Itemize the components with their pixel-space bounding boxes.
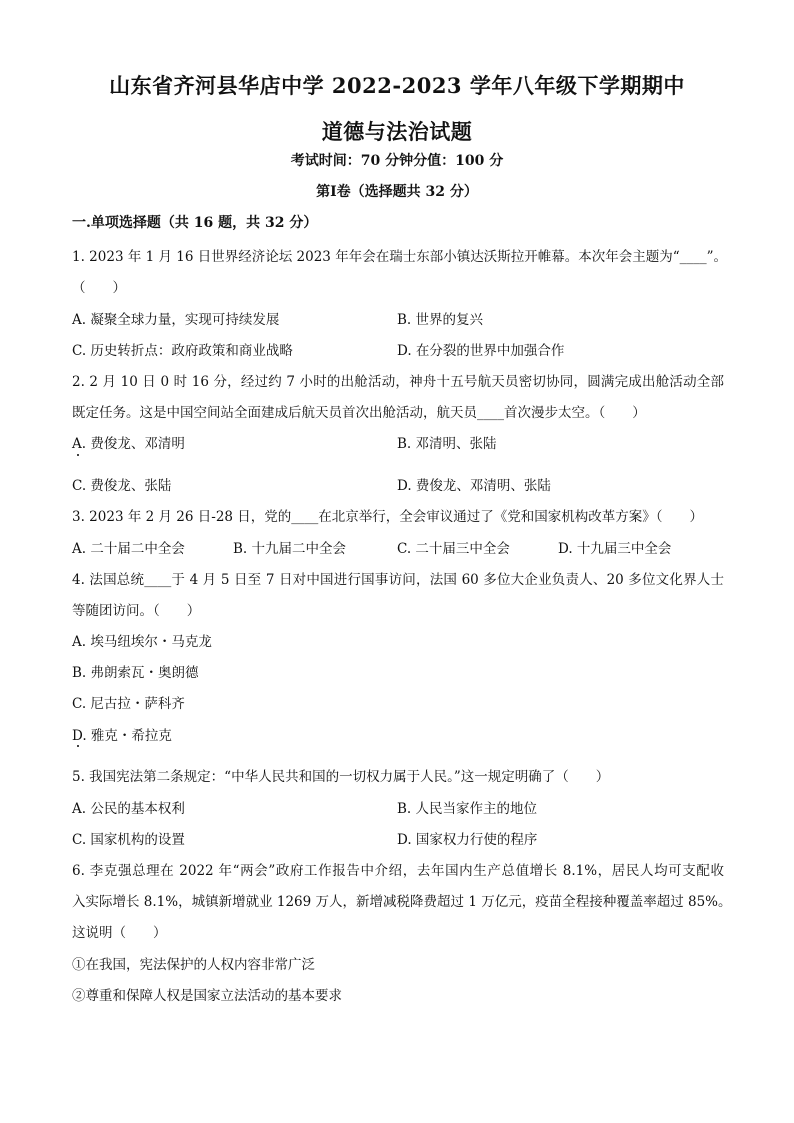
- question-2-option-a: A. 费俊龙、邓清明: [72, 436, 185, 452]
- question-5-option-d: D. 国家权力行使的程序: [397, 832, 538, 848]
- question-4-option-b: B. 弗朗索瓦・奥朗德: [72, 665, 199, 681]
- question-2-option-b: B. 邓清明、张陆: [397, 436, 497, 452]
- question-1-option-d: D. 在分裂的世界中加强合作: [397, 343, 565, 359]
- question-3-option-d: D. 十九届三中全会: [558, 541, 672, 557]
- question-5-option-b: B. 人民当家作主的地位: [397, 801, 538, 817]
- exam-title-line1: 山东省齐河县华店中学 2022-2023 学年八年级下学期期中: [109, 73, 685, 98]
- question-1-bracket: （ ）: [72, 280, 126, 296]
- question-6-text-line2: 入实际增长 8.1%，城镇新增就业 1269 万人，新增减税降费超过 1 万亿元，疫苗全程接种覆盖率超过 85%。: [72, 894, 732, 910]
- question-2-text-line1: 2. 2 月 10 日 0 时 16 分，经过约 7 小时的出舱活动，神舟十五号航天员密切协同，圆满完成出舱活动全部: [72, 374, 724, 390]
- section-heading: 一.单项选择题（共 16 题，共 32 分）: [72, 215, 318, 231]
- question-4-text-line2: 等随团访问。（ ）: [72, 603, 201, 619]
- question-6-text-line1: 6. 李克强总理在 2022 年“两会”政府工作报告中介绍，去年国内生产总值增长 8.1%，居民人均可支配收: [72, 863, 724, 879]
- question-5-text: 5. 我国宪法第二条规定：“中华人民共和国的一切权力属于人民。”这一规定明确了（ ）: [72, 769, 610, 785]
- exam-title-line2: 道德与法治试题: [321, 119, 473, 144]
- question-3-option-c: C. 二十届三中全会: [397, 541, 510, 557]
- question-1-option-b: B. 世界的复兴: [397, 312, 484, 328]
- question-6-text-line3: 这说明（ ）: [72, 925, 167, 941]
- question-1-option-a: A. 凝聚全球力量，实现可持续发展: [72, 312, 280, 328]
- question-1-option-c: C. 历史转折点：政府政策和商业战略: [72, 343, 293, 359]
- question-2-option-d: D. 费俊龙、邓清明、张陆: [397, 478, 551, 494]
- question-2-option-c: C. 费俊龙、张陆: [72, 478, 172, 494]
- question-4-option-a: A. 埃马纽埃尔・马克龙: [72, 634, 212, 650]
- stray-dot-mark: [77, 454, 79, 456]
- question-5-option-c: C. 国家机构的设置: [72, 832, 185, 848]
- question-6-statement-1: ①在我国，宪法保护的人权内容非常广泛: [72, 957, 315, 973]
- question-4-option-d: D. 雅克・希拉克: [72, 728, 172, 744]
- question-3-option-b: B. 十九届二中全会: [233, 541, 347, 557]
- question-3-text: 3. 2023 年 2 月 26 日-28 日，党的____在北京举行，全会审议通过了《党和国家机构改革方案》（ ）: [72, 509, 704, 525]
- question-3-option-a: A. 二十届二中全会: [72, 541, 185, 557]
- question-6-statement-2: ②尊重和保障人权是国家立法活动的基本要求: [72, 988, 342, 1004]
- exam-info: 考试时间：70 分钟分值：100 分: [290, 153, 504, 169]
- question-4-text-line1: 4. 法国总统____于 4 月 5 日至 7 日对中国进行国事访问，法国 60 多位大企业负责人、20 多位文化界人士: [72, 572, 724, 588]
- question-1-text: 1. 2023 年 1 月 16 日世界经济论坛 2023 年年会在瑞士东部小镇达沃斯拉开帷幕。本次年会主题为“____”。: [72, 249, 727, 265]
- stray-dot-mark: [77, 745, 79, 747]
- volume-heading: 第Ⅰ卷（选择题共 32 分）: [316, 184, 478, 200]
- question-5-option-a: A. 公民的基本权利: [72, 801, 185, 817]
- question-2-text-line2: 既定任务。这是中国空间站全面建成后航天员首次出舱活动，航天员____首次漫步太空。（ ）: [72, 405, 646, 421]
- question-4-option-c: C. 尼古拉・萨科齐: [72, 696, 185, 712]
